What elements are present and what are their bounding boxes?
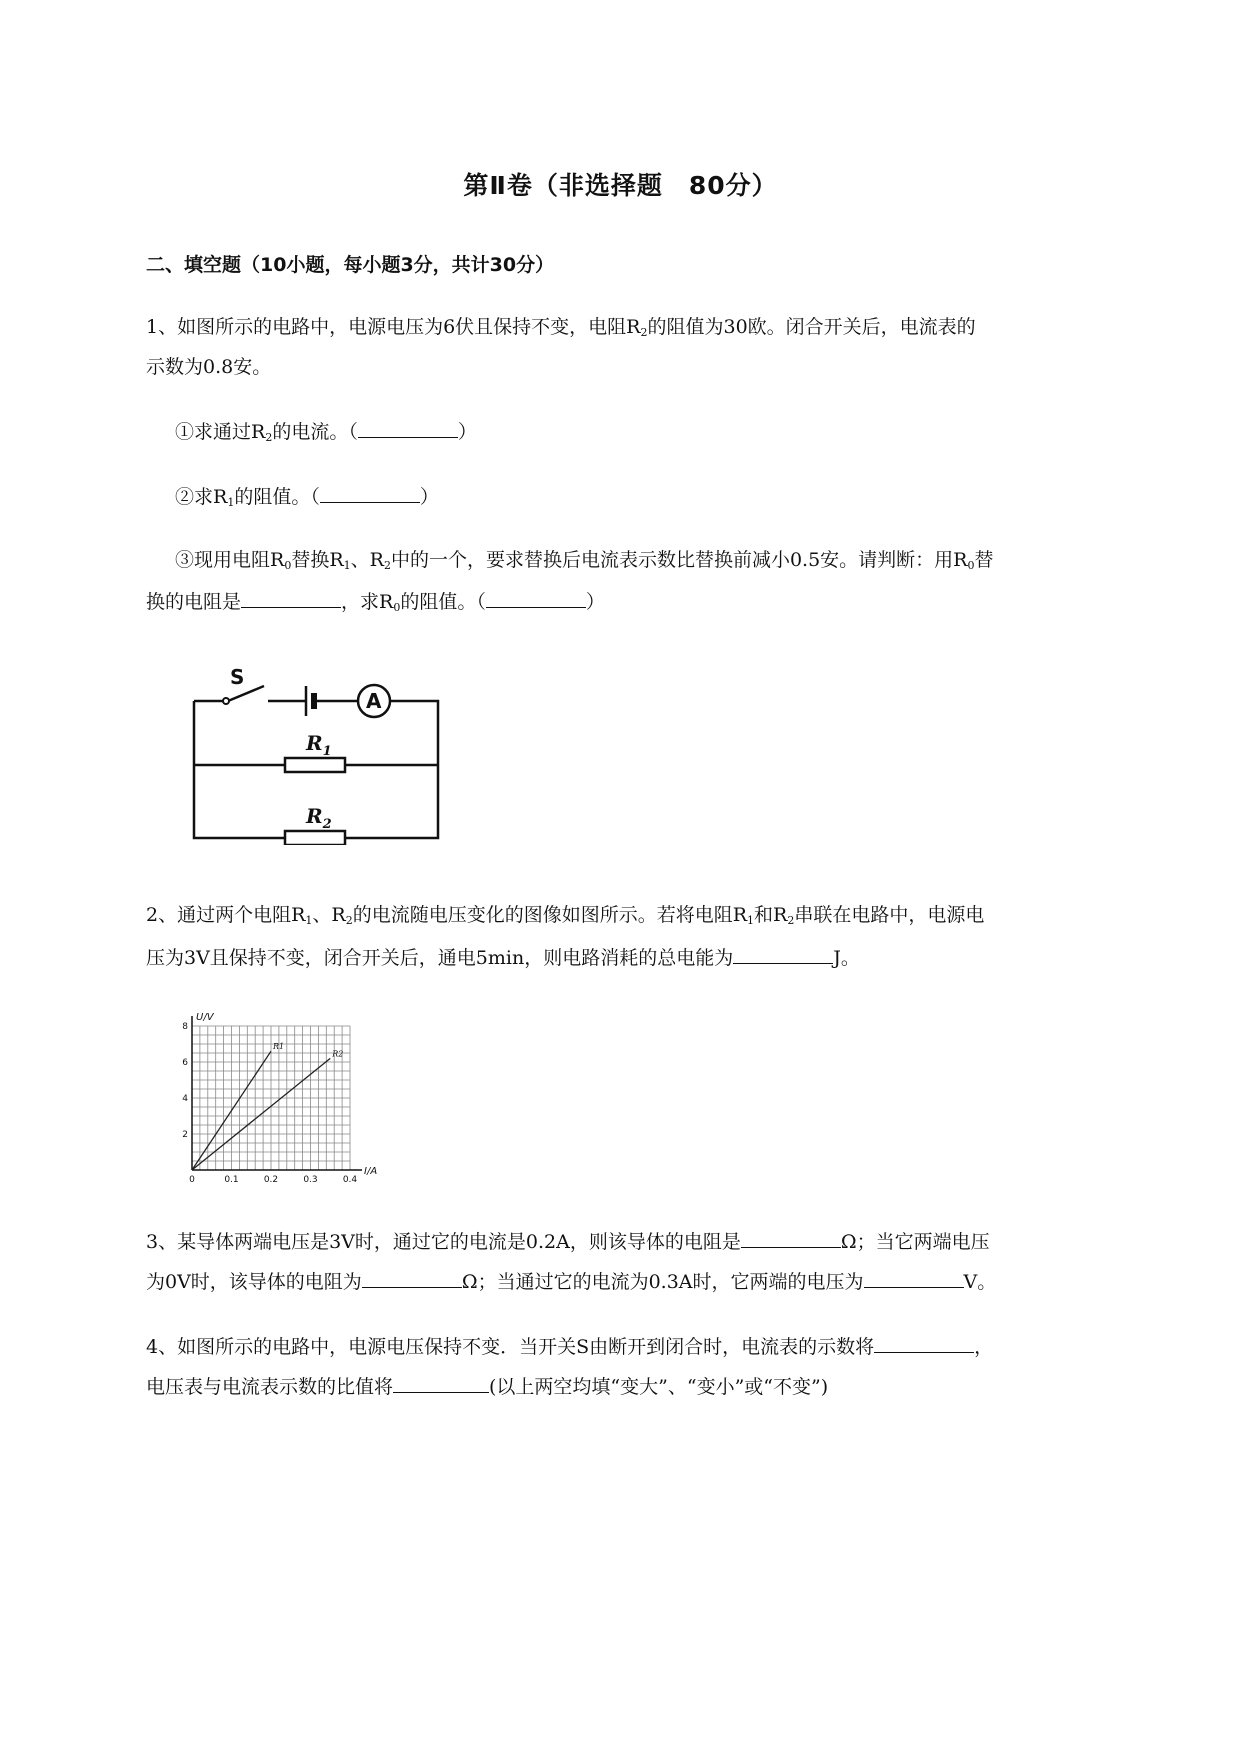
resistor-r2 [285,831,345,845]
x-tick-label: 0.1 [224,1175,239,1185]
answer-blank[interactable] [864,1267,964,1288]
q1-part1-text: ） [457,421,477,443]
q2-text: 压为3V且保持不变，闭合开关后，通电5min，则电路消耗的总电能为 [146,947,734,969]
q4-text: 电压表与电流表示数的比值将 [146,1376,394,1398]
q3-text: Ω；当通过它的电流为0.3A时，它两端的电压为 [461,1271,864,1293]
answer-blank[interactable] [362,1267,462,1288]
x-axis-label: I/A [364,1166,378,1177]
circuit-diagram [180,660,450,845]
q1-part3-text: 、R [350,549,384,571]
q2-line1 [146,902,984,934]
y-tick-label: 2 [182,1130,188,1140]
q1-line1 [146,314,976,346]
series-label-r1: R1 [273,1042,285,1052]
x-tick-label: 0 [189,1175,195,1185]
y-tick-label: 6 [182,1058,188,1068]
q1-part2-text: ②求R [175,486,228,508]
q4-line2 [146,1372,828,1400]
subscript: 2 [640,326,648,339]
q1-part3-text: 替换R [291,549,344,571]
subscript: 0 [284,559,292,572]
q2-text: J。 [833,947,860,969]
section-heading: 二、填空题（10小题，每小题3分，共计30分） [146,254,555,276]
y-tick-label: 4 [182,1094,188,1104]
answer-blank[interactable] [486,587,586,608]
q2-text: 串联在电路中，电源电 [794,904,985,926]
r1-label [305,731,332,759]
subscript: 2 [345,914,353,927]
ammeter-label: A [366,689,382,713]
q3-line1 [146,1227,990,1255]
subscript: 0 [967,559,975,572]
switch-label: S [230,665,245,689]
x-tick-label: 0.3 [303,1175,318,1185]
subscript: 1 [305,914,313,927]
q1-part3-text: 中的一个，要求替换后电流表示数比替换前减小0.5安。请判断：用R [390,549,968,571]
q1-part3-text: ，求R [341,591,394,613]
series-line-r2 [192,1058,330,1170]
q1-text: 1、如图所示的电路中，电源电压为6伏且保持不变，电阻R [146,316,641,338]
q3-text: 3、某导体两端电压是3V时，通过它的电流是0.2A，则该导体的电阻是 [146,1231,741,1253]
q2-line2 [146,943,860,971]
subscript: 2 [383,559,391,572]
q1-part2-text: 的阻值。（ [234,486,320,508]
r1-letter: R [306,731,323,755]
q3-text: V。 [963,1271,997,1293]
r2-letter: R [306,804,323,828]
q3-text: Ω；当它两端电压 [840,1231,990,1253]
subscript: 1 [747,914,755,927]
answer-blank[interactable] [358,417,458,438]
q4-text: ， [974,1336,994,1358]
answer-blank[interactable] [874,1332,974,1353]
q4-text: (以上两空均填“变大”、“变小”或“不变”) [489,1376,829,1398]
ui-graph [170,1010,410,1190]
answer-blank[interactable] [741,1227,841,1248]
answer-blank[interactable] [393,1372,489,1393]
q1-part1-text: 的电流。（ [272,421,358,443]
q1-part3-text: ③现用电阻R [175,549,285,571]
subscript: 0 [393,601,401,614]
q1-part3-text: 替 [974,549,994,571]
q1-part3-text: 换的电阻是 [146,591,242,613]
r2-subscript: 2 [322,817,332,832]
series-label-r2: R2 [332,1049,344,1059]
q1-part1-text: ①求通过R [175,421,266,443]
x-tick-label: 0.4 [342,1175,358,1185]
subscript: 1 [343,559,351,572]
q1-line2: 示数为0.8安。 [146,356,272,378]
q1-part3-line2 [146,587,605,621]
y-tick-label: 8 [182,1022,188,1032]
switch-contact [223,698,229,704]
q2-text: 的电流随电压变化的图像如图所示。若将电阻R [352,904,748,926]
q4-line1 [146,1332,993,1360]
x-tick-label: 0.2 [263,1175,279,1185]
answer-blank[interactable] [241,587,341,608]
answer-blank[interactable] [320,482,420,503]
q1-text: 的阻值为30欧。闭合开关后，电流表的 [647,316,976,338]
y-axis-label: U/V [196,1012,214,1023]
q3-line2 [146,1267,996,1295]
subscript: 1 [227,496,235,509]
q4-text: 4、如图所示的电路中，电源电压保持不变．当开关S由断开到闭合时，电流表的示数将 [146,1336,875,1358]
q1-part3-text: 的阻值。（ [400,591,486,613]
subscript: 2 [787,914,795,927]
answer-blank[interactable] [733,943,833,964]
q3-text: 为0V时，该导体的电阻为 [146,1271,362,1293]
r2-label [305,804,332,832]
subscript: 2 [265,431,273,444]
r1-subscript: 1 [322,744,332,759]
resistor-r1 [285,758,345,772]
q1-part3-text: ） [585,591,605,613]
q1-part3-line1 [175,547,993,579]
q1-part1 [175,417,477,451]
q1-part2-text: ） [419,486,439,508]
q2-text: 和R [754,904,788,926]
q2-text: 、R [312,904,346,926]
page-title: 第Ⅱ卷（非选择题 80分） [463,171,778,200]
q1-part2 [175,482,439,516]
q2-text: 2、通过两个电阻R [146,904,306,926]
